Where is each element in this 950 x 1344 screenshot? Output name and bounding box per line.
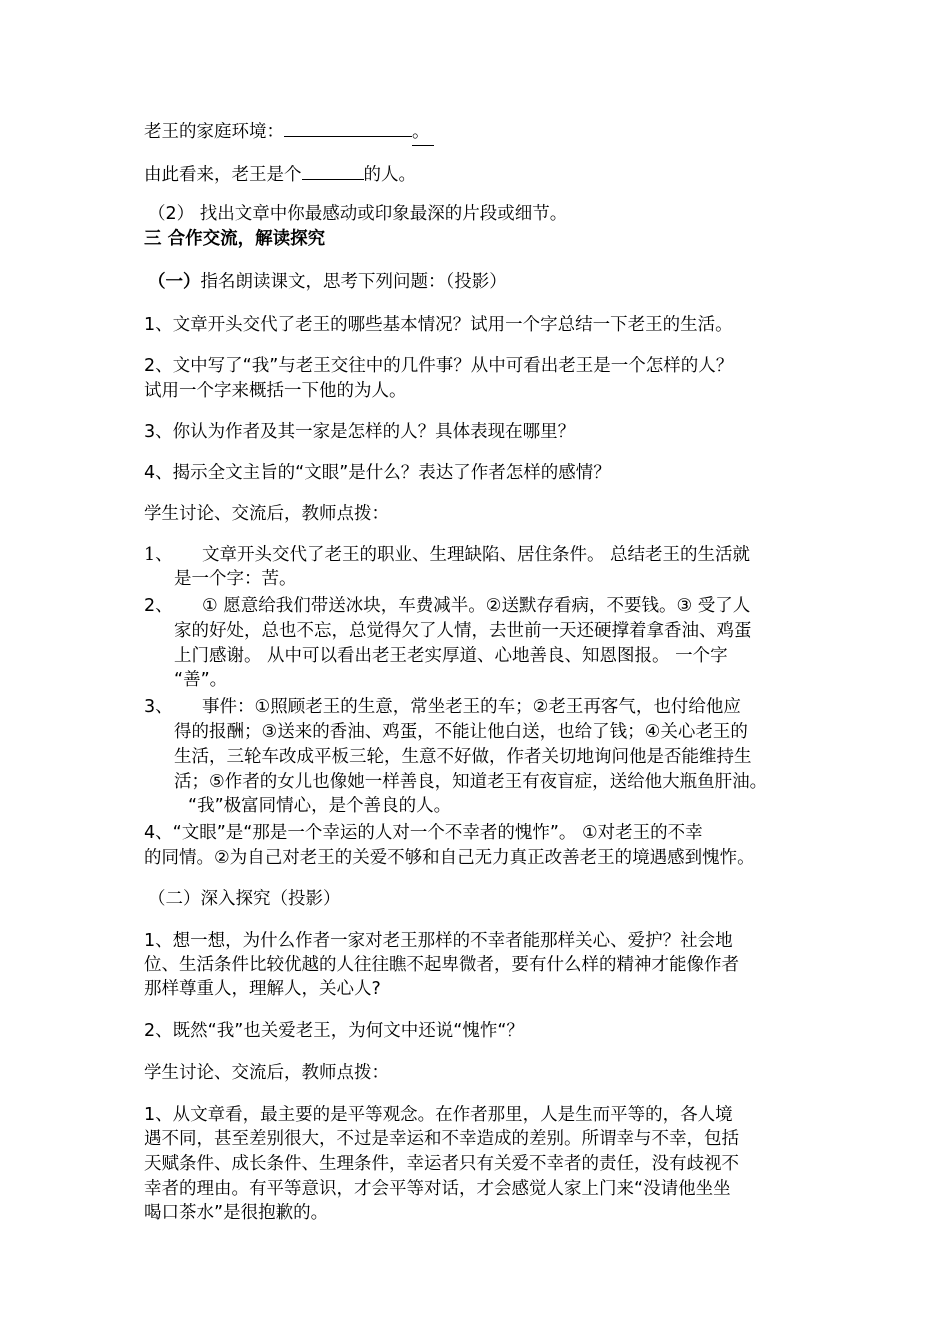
part-2-question-1-line-3: 那样尊重人，理解人，关心人?	[144, 979, 381, 999]
fill-blank	[284, 116, 412, 137]
answer-1-line-2: 是一个字：苦。	[174, 569, 297, 589]
part-2-answer-line-3: 天赋条件、成长条件、生理条件，幸运者只有关爱不幸者的责任，没有歧视不	[144, 1154, 739, 1174]
part-2-answer-line-5: 喝口茶水”是很抱歉的。	[144, 1203, 329, 1223]
part-1-heading-bold: （一）	[148, 272, 201, 292]
part-2-discussion: 学生讨论、交流后，教师点拨：	[144, 1063, 389, 1083]
answer-1-number: 1、	[144, 545, 173, 565]
part-2-question-1-line-1: 1、想一想，为什么作者一家对老王那样的不幸者能那样关心、爱护？社会地	[144, 931, 733, 951]
conclusion-pre: 由此看来，老王是个	[144, 165, 302, 185]
answer-2-number: 2、	[144, 596, 173, 616]
fill-blank	[302, 159, 364, 180]
part-2-answer-line-1: 1、从文章看，最主要的是平等观念。在作者那里，人是生而平等的，各人境	[144, 1105, 733, 1125]
family-env-label: 老王的家庭环境：	[144, 122, 284, 142]
part-1-question-1: 1、文章开头交代了老王的哪些基本情况？试用一个字总结一下老王的生活。	[144, 315, 733, 335]
answer-2-line-1: ① 愿意给我们带送冰块，车费减半。②送默存看病，不要钱。③ 受了人	[202, 596, 751, 616]
part-1-question-2-line-2: 试用一个字来概括一下他的为人。	[144, 381, 407, 401]
part-2-answer-line-4: 幸者的理由。有平等意识，才会平等对话，才会感觉人家上门来“没请他坐坐	[144, 1179, 731, 1199]
part-2-answer-line-2: 遇不同，甚至差别很大，不过是幸运和不幸造成的差别。所谓幸与不幸，包括	[144, 1129, 739, 1149]
question-2-line: （2） 找出文章中你最感动或印象最深的片段或细节。	[148, 204, 568, 224]
answer-3-line-2: 得的报酬；③送来的香油、鸡蛋，不能让他白送，也给了钱；④关心老王的	[174, 722, 748, 742]
answer-4-line-2: 的同情。②为自己对老王的关爱不够和自己无力真正改善老王的境遇感到愧怍。	[144, 848, 755, 868]
conclusion-line	[144, 159, 416, 188]
answer-1-line-1: 文章开头交代了老王的职业、生理缺陷、居住条件。 总结老王的生活就	[202, 545, 751, 565]
answer-2-line-2: 家的好处，总也不忘，总觉得欠了人情，去世前一天还硬撑着拿香油、鸡蛋	[174, 621, 752, 641]
part-1-question-3: 3、你认为作者及其一家是怎样的人？具体表现在哪里？	[144, 422, 576, 442]
section-3-title: 三 合作交流，解读探究	[144, 229, 326, 249]
part-2-question-2: 2、既然“我”也关爱老王，为何文中还说“愧怍“？	[144, 1021, 524, 1041]
family-env-end: 。	[412, 120, 434, 146]
answer-2-line-3: 上门感谢。 从中可以看出老王老实厚道、心地善良、知恩图报。 一个字	[174, 646, 728, 666]
part-1-question-2-line-1: 2、文中写了“我”与老王交往中的几件事？从中可看出老王是一个怎样的人？	[144, 356, 734, 376]
answer-4-line-1: 4、“文眼”是“那是一个幸运的人对一个不幸者的愧怍”。 ①对老王的不幸	[144, 823, 703, 843]
part-1-discussion: 学生讨论、交流后，教师点拨：	[144, 504, 389, 524]
answer-2-line-4: “善”。	[174, 670, 228, 690]
answer-3-line-3: 生活，三轮车改成平板三轮，生意不好做，作者关切地询问他是否能维持生	[174, 747, 752, 767]
part-2-heading: （二）深入探究（投影）	[148, 889, 341, 909]
answer-3-number: 3、	[144, 697, 173, 717]
part-1-heading-text: 指名朗读课文，思考下列问题：（投影）	[200, 272, 507, 292]
conclusion-post: 的人。	[363, 165, 416, 185]
answer-3-line-1: 事件：①照顾老王的生意，常坐老王的车；②老王再客气，也付给他应	[202, 697, 741, 717]
answer-3-line-5: “我”极富同情心，是个善良的人。	[188, 796, 452, 816]
part-2-question-1-line-2: 位、生活条件比较优越的人往往瞧不起卑微者，要有什么样的精神才能像作者	[144, 955, 739, 975]
part-1-heading	[148, 270, 507, 295]
part-1-question-4: 4、揭示全文主旨的“文眼”是什么？表达了作者怎样的感情？	[144, 463, 611, 483]
family-env-line	[144, 116, 434, 146]
answer-3-line-4: 活；⑤作者的女儿也像她一样善良，知道老王有夜盲症，送给他大瓶鱼肝油。	[174, 772, 768, 792]
